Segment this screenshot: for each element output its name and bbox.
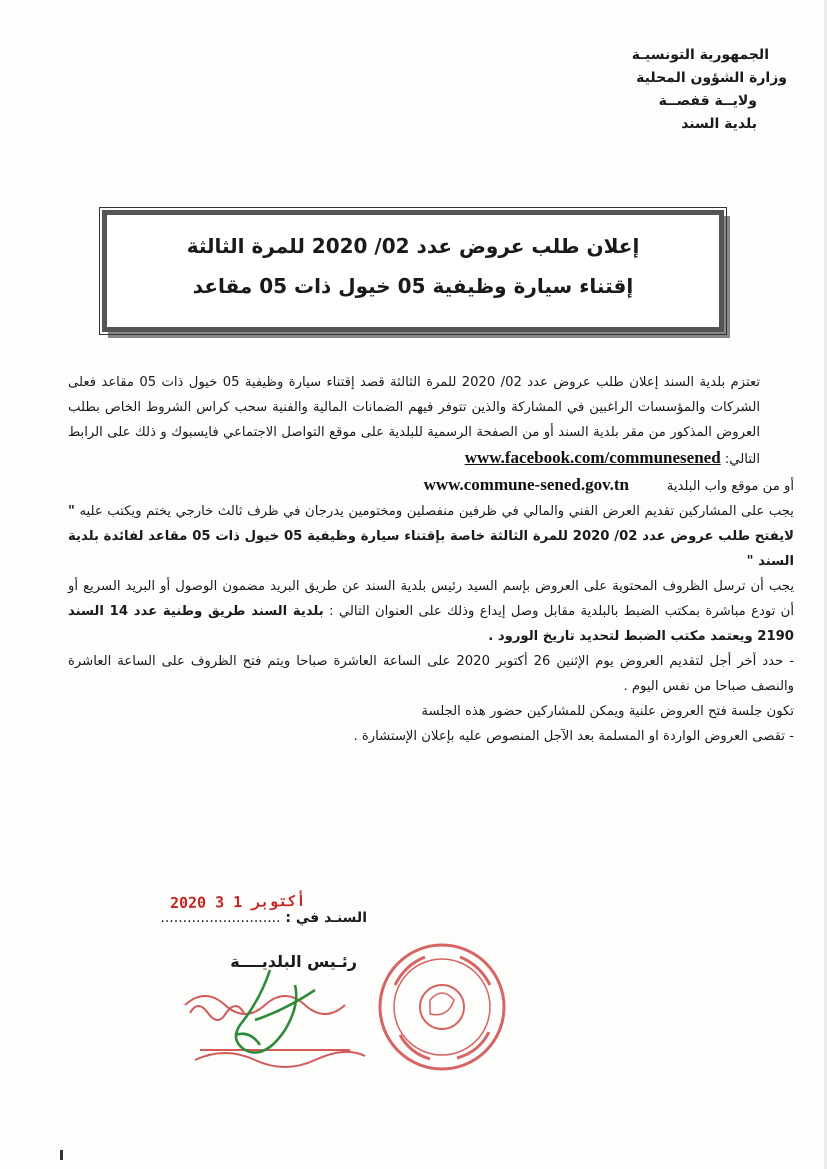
- date-dots: ...........................: [160, 910, 281, 926]
- delivery-address: بلدية السند طريق وطنية عدد 14 السند 2190 ويعتمد مكتب الضبط لتحديد تاريخ الورود .: [68, 604, 794, 644]
- date-line: [160, 910, 367, 926]
- announcement-body: [68, 370, 794, 749]
- president-title: رئـيس البلديــــة: [230, 952, 357, 971]
- date-stamp: 2020 أكتوبر 1 3: [169, 891, 306, 913]
- announcement-title: إعلان طلب عروض عدد 02/ 2020 للمرة الثالثة: [186, 234, 640, 258]
- margin-mark: [60, 1150, 63, 1160]
- letterhead-ministry: وزارة الشؤون المحلية: [636, 70, 787, 86]
- website-link[interactable]: www.commune-sened.gov.tn: [423, 475, 630, 494]
- letterhead-governorate: ولايــة قفصــة: [658, 93, 757, 109]
- paragraph-delivery-text: يجب أن ترسل الظروف المحتوية على العروض بإسم السيد رئيس بلدية السند عن طريق البريد مضمون الوصول أو البريد السريع أو أن تودع مباشرة بمكتب الضبط بالبلدية مقابل وصل إيداع وذلك على العنوان التالي :: [68, 579, 794, 619]
- date-label: السنـد في :: [285, 910, 367, 926]
- letterhead: [632, 44, 787, 136]
- official-seal: [375, 940, 510, 1075]
- paragraph-intro: [68, 370, 794, 472]
- paragraph-website-text: أو من موقع واب البلدية: [666, 479, 794, 494]
- paragraph-envelopes-text: يجب على المشاركين تقديم العرض الفني والمالي في ظرفين منفصلين ومختومين يدرجان في ظرف ثالث خارجي يختم ويكتب عليه: [79, 504, 794, 519]
- paragraph-deadline: - حدد أخر أجل لتقديم العروض يوم الإثنين 26 أكتوبر 2020 على الساعة العاشرة صباحا ويتم فتح الظروف على الساعة العاشرة والنصف صباحا من نفس اليوم .: [68, 654, 794, 694]
- letterhead-municipality: بلدية السند: [681, 116, 757, 132]
- paragraph-delivery: [68, 574, 794, 649]
- paragraph-intro-text: تعتزم بلدية السند إعلان طلب عروض عدد 02/ 2020 للمرة الثالثة قصد إقتناء سيارة وظيفية 05 خيول ذات 05 مقاعد فعلى الشركات والمؤسسات الراغبين في المشاركة والذين تتوفر فيهم الضمانات المالية والفنية سحب كراس الشروط الخاص بطلب العروض المذكور من مقر بلدية السند أو من الصفحة الرسمية للبلدية على موقع التواصل الاجتماعي فايسبوك و ذلك على الرابط التالي:: [68, 375, 760, 467]
- paragraph-envelopes: [68, 499, 794, 574]
- signature-stamp: [175, 965, 385, 1075]
- announcement-subtitle: إقتناء سيارة وظيفية 05 خيول ذات 05 مقاعد: [192, 274, 634, 298]
- envelope-inscription: " لايفتح طلب عروض عدد 02/ 2020 للمرة الثالثة خاصة بإقتناء سيارة وظيفية 05 خيول ذات 05 مقاعد لفائدة بلدية السند ": [68, 504, 794, 569]
- facebook-link[interactable]: www.facebook.com/communesened: [464, 448, 721, 467]
- announcement-title-box: [102, 210, 724, 332]
- letterhead-country: الجمهورية التونسيـة: [631, 47, 769, 63]
- paragraph-exclusion: - تقصى العروض الواردة او المسلمة بعد الآجل المنصوص عليه بإعلان الإستشارة .: [353, 729, 794, 744]
- paragraph-website: [68, 472, 794, 499]
- paragraph-public-session: تكون جلسة فتح العروض علنية ويمكن للمشاركين حضور هذه الجلسة: [421, 704, 794, 719]
